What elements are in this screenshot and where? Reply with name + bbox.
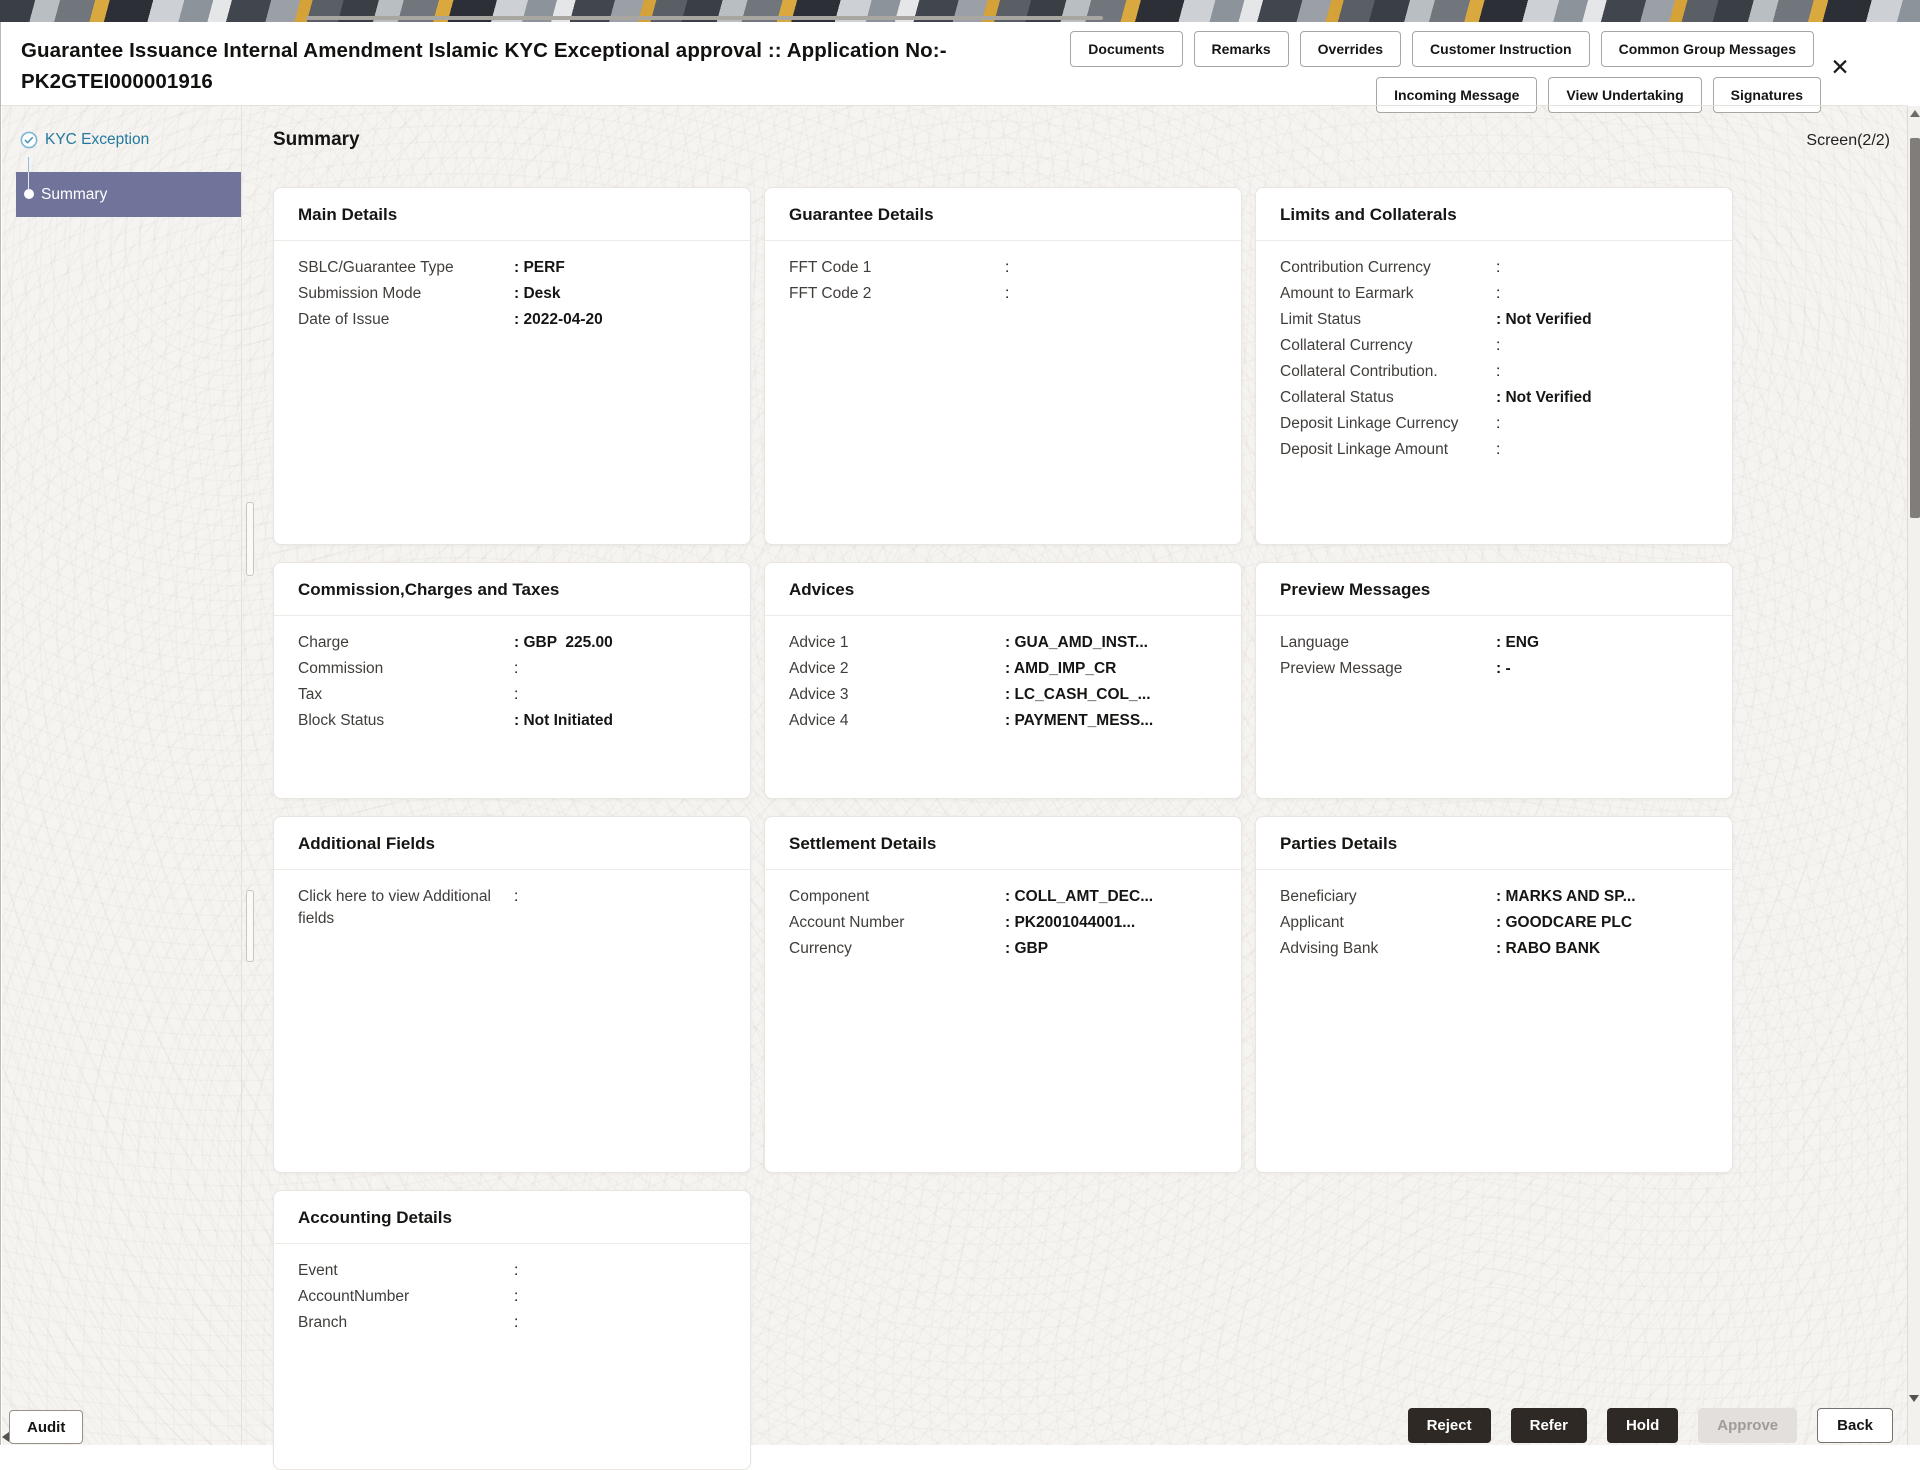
field-value: : <box>514 1314 519 1331</box>
field-row <box>1280 385 1708 411</box>
field-value: : <box>514 1262 519 1279</box>
field-label: Advice 3 <box>789 686 849 703</box>
close-icon[interactable]: ✕ <box>1823 50 1857 84</box>
field-value: : <box>1005 285 1010 302</box>
page-title-line2: PK2GTEI000001916 <box>21 70 213 93</box>
incoming-message-button[interactable]: Incoming Message <box>1376 77 1537 113</box>
card-commission-charges-and-taxes <box>273 562 751 799</box>
sidebar-scrollbar-bottom[interactable] <box>246 890 254 962</box>
field-value: : Not Verified <box>1496 389 1592 406</box>
card-main-details <box>273 187 751 545</box>
card-title: Parties Details <box>1280 834 1398 853</box>
field-label: Component <box>789 888 870 905</box>
card-limits-and-collaterals <box>1255 187 1733 545</box>
field-label: Beneficiary <box>1280 888 1357 905</box>
field-label: Commission <box>298 660 384 677</box>
reject-button[interactable]: Reject <box>1408 1408 1491 1443</box>
field-label: Deposit Linkage Amount <box>1280 441 1449 458</box>
scroll-up-icon[interactable] <box>1910 110 1920 117</box>
field-value: : LC_CASH_COL_... <box>1005 686 1151 703</box>
field-row <box>1280 630 1708 656</box>
field-label: Currency <box>789 940 852 957</box>
card-title: Commission,Charges and Taxes <box>298 580 560 599</box>
field-value: : COLL_AMT_DEC... <box>1005 888 1154 905</box>
footer-actions <box>1408 1408 1893 1443</box>
field-row <box>1280 411 1708 437</box>
field-label: FFT Code 1 <box>789 259 872 276</box>
field-row <box>1280 333 1708 359</box>
card-title: Main Details <box>298 205 398 224</box>
field-value: : - <box>1496 660 1511 677</box>
field-value: : PAYMENT_MESS... <box>1005 712 1154 729</box>
signatures-button[interactable]: Signatures <box>1713 77 1821 113</box>
field-value: : Not Verified <box>1496 311 1592 328</box>
field-label: Contribution Currency <box>1280 259 1431 276</box>
field-row <box>789 884 1217 910</box>
field-row <box>298 1258 726 1284</box>
field-row <box>298 656 726 682</box>
card-title: Guarantee Details <box>789 205 934 224</box>
page-title-line1: Guarantee Issuance Internal Amendment Islamic KYC Exceptional approval :: Application No:- <box>21 39 947 62</box>
card-preview-messages <box>1255 562 1733 799</box>
step-connector-line <box>28 172 29 189</box>
field-row <box>298 1310 726 1336</box>
content-title: Summary <box>273 129 360 150</box>
field-row <box>789 255 1217 281</box>
field-label: Charge <box>298 634 349 651</box>
field-label: Collateral Status <box>1280 389 1394 406</box>
field-label: Advising Bank <box>1280 940 1379 957</box>
field-value: : <box>514 1288 519 1305</box>
back-button[interactable]: Back <box>1817 1408 1893 1443</box>
field-label: AccountNumber <box>298 1288 410 1305</box>
header-actions-row2 <box>1376 77 1821 113</box>
field-value: : <box>514 686 519 703</box>
documents-button[interactable]: Documents <box>1070 31 1182 67</box>
field-row <box>1280 910 1708 936</box>
field-label: Preview Message <box>1280 660 1403 677</box>
field-label: Account Number <box>789 914 905 931</box>
field-value: : <box>1496 415 1501 432</box>
bullet-dot-icon <box>24 189 34 199</box>
vertical-scrollbar[interactable] <box>1907 106 1920 1445</box>
field-value: : GBP <box>1005 940 1049 957</box>
stage-sidebar <box>1 106 241 1445</box>
field-value: : AMD_IMP_CR <box>1005 660 1117 677</box>
card-title: Accounting Details <box>298 1208 452 1227</box>
field-row <box>789 708 1217 734</box>
field-value: : Desk <box>514 285 561 302</box>
check-circle-icon <box>20 131 38 149</box>
field-row <box>1280 307 1708 333</box>
field-value: : ENG <box>1496 634 1540 651</box>
field-value: : <box>514 888 519 905</box>
field-row <box>298 682 726 708</box>
field-label: Advice 2 <box>789 660 849 677</box>
field-row <box>789 656 1217 682</box>
card-title: Advices <box>789 580 855 599</box>
stage-connector-line <box>28 157 29 172</box>
field-label: Advice 1 <box>789 634 849 651</box>
card-settlement-details <box>764 816 1242 1173</box>
card-advices <box>764 562 1242 799</box>
scroll-down-icon[interactable] <box>1909 1395 1919 1402</box>
field-value: : PERF <box>514 259 565 276</box>
header-divider <box>1 105 1907 106</box>
field-value: : <box>1005 259 1010 276</box>
field-row <box>1280 255 1708 281</box>
field-row <box>298 307 726 333</box>
field-value: : GBP 225.00 <box>514 634 613 651</box>
header-actions-row1 <box>1070 31 1814 67</box>
field-value: : GUA_AMD_INST... <box>1005 634 1148 651</box>
field-value: : <box>514 660 519 677</box>
field-value: : PK2001044001... <box>1005 914 1136 931</box>
field-value: : <box>1496 441 1501 458</box>
remarks-button[interactable]: Remarks <box>1194 31 1289 67</box>
sidebar-item-summary[interactable] <box>16 172 241 217</box>
card-title: Additional Fields <box>298 834 435 853</box>
field-value: : GOODCARE PLC <box>1496 914 1633 931</box>
field-label: Applicant <box>1280 914 1344 931</box>
hold-button[interactable]: Hold <box>1607 1408 1678 1443</box>
field-label: Block Status <box>298 712 385 729</box>
field-label: Submission Mode <box>298 285 422 302</box>
field-row <box>789 682 1217 708</box>
field-value: : MARKS AND SP... <box>1496 888 1636 905</box>
field-row <box>298 630 726 656</box>
card-title: Settlement Details <box>789 834 937 853</box>
field-label: SBLC/Guarantee Type <box>298 259 454 276</box>
field-label: Date of Issue <box>298 311 390 328</box>
field-label: Amount to Earmark <box>1280 285 1414 302</box>
common-group-messages-button[interactable]: Common Group Messages <box>1601 31 1814 67</box>
field-label: Branch <box>298 1314 348 1331</box>
field-row <box>1280 281 1708 307</box>
field-label: Collateral Contribution. <box>1280 363 1438 380</box>
sidebar-scrollbar-top[interactable] <box>246 502 254 576</box>
card-additional-fields <box>273 816 751 1173</box>
field-label: Deposit Linkage Currency <box>1280 415 1459 432</box>
field-row <box>789 281 1217 307</box>
field-value: : <box>1496 363 1501 380</box>
field-row <box>789 910 1217 936</box>
field-value: : <box>1496 259 1501 276</box>
card-guarantee-details <box>764 187 1242 545</box>
field-label: Event <box>298 1262 338 1279</box>
field-value: : <box>1496 285 1501 302</box>
screen-indicator: Screen(2/2) <box>1806 132 1890 149</box>
view-undertaking-button[interactable]: View Undertaking <box>1548 77 1701 113</box>
field-row <box>1280 359 1708 385</box>
field-label: Tax <box>298 686 323 703</box>
sidebar-step-label: Summary <box>41 185 108 203</box>
approve-button: Approve <box>1698 1408 1797 1443</box>
task-modal <box>0 22 1920 1445</box>
audit-button[interactable]: Audit <box>9 1410 83 1444</box>
field-label: FFT Code 2 <box>789 285 872 302</box>
scrollbar-thumb[interactable] <box>1910 138 1920 518</box>
field-value: : <box>1496 337 1501 354</box>
field-label: Advice 4 <box>789 712 849 729</box>
field-row <box>1280 936 1708 962</box>
field-row <box>298 281 726 307</box>
sidebar-divider <box>241 106 242 1445</box>
card-parties-details <box>1255 816 1733 1173</box>
field-row <box>298 1284 726 1310</box>
card-accounting-details <box>273 1190 751 1470</box>
field-value: : Not Initiated <box>514 712 614 729</box>
card-title: Preview Messages <box>1280 580 1431 599</box>
sidebar-stage-label: KYC Exception <box>45 131 150 148</box>
field-row <box>789 936 1217 962</box>
cards-grid <box>273 187 1733 1470</box>
additional-fields-link[interactable]: Click here to view Additional fields <box>298 888 491 927</box>
customer-instruction-button[interactable]: Customer Instruction <box>1412 31 1590 67</box>
overrides-button[interactable]: Overrides <box>1300 31 1401 67</box>
field-label: Collateral Currency <box>1280 337 1413 354</box>
field-label: Limit Status <box>1280 311 1361 328</box>
sidebar-item-kyc-exception[interactable] <box>20 131 149 149</box>
field-value: : RABO BANK <box>1496 940 1601 957</box>
field-value: : 2022-04-20 <box>514 311 603 328</box>
field-row <box>1280 437 1708 463</box>
refer-button[interactable]: Refer <box>1511 1408 1587 1443</box>
field-row <box>789 630 1217 656</box>
field-label: Language <box>1280 634 1349 651</box>
field-row <box>298 708 726 734</box>
field-row <box>1280 656 1708 682</box>
scroll-left-icon[interactable] <box>2 1432 9 1442</box>
horizontal-scrollbar[interactable] <box>306 16 1103 20</box>
page-title <box>21 35 966 97</box>
card-title: Limits and Collaterals <box>1280 205 1457 224</box>
field-row <box>298 255 726 281</box>
field-row <box>298 884 726 930</box>
field-row <box>1280 884 1708 910</box>
